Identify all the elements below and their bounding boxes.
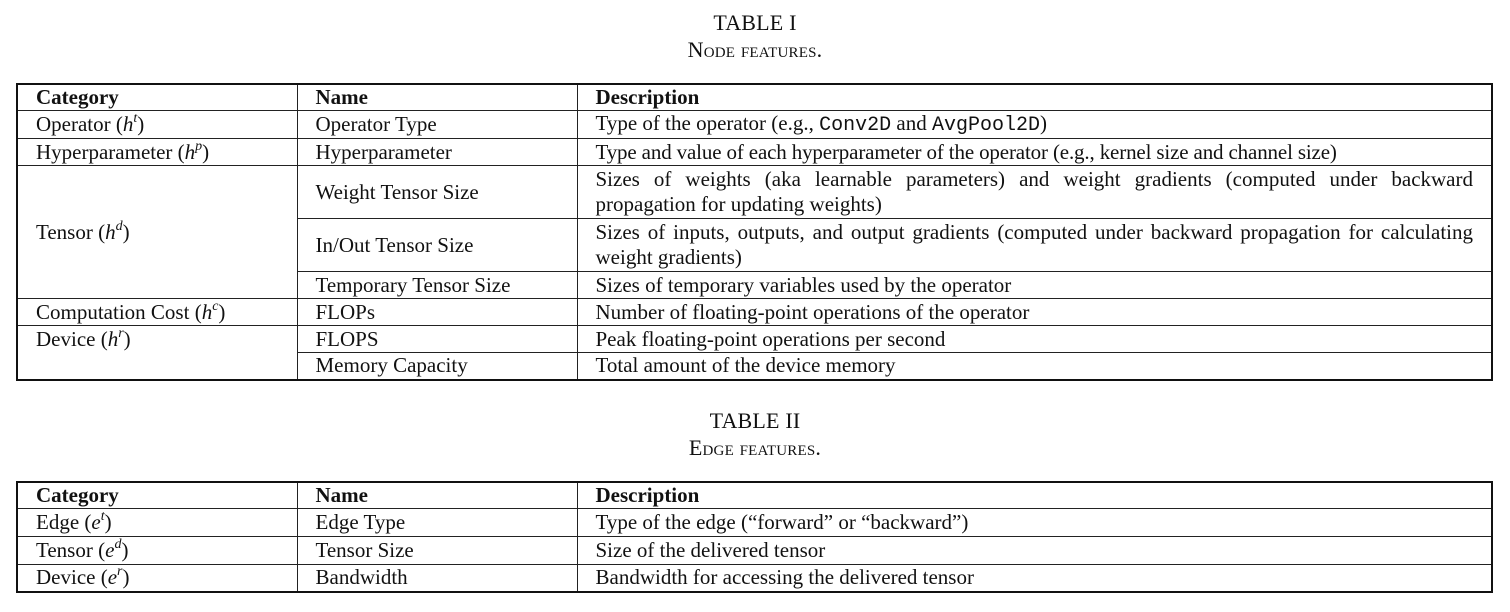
operator-description-cell: Type of the operator (e.g., Conv2D and AvgPool2D) [577,111,1492,139]
table1-caption: Node features. [687,37,823,62]
table2-header-description: Description [577,482,1492,509]
edge-tensor-category-cell: Tensor $(e^d)$ [17,537,297,565]
flops-count-description-cell: Number of floating-point operations of the operator [577,299,1492,326]
code-conv2d: Conv2D [819,114,892,137]
node-features-table [16,83,1493,381]
operator-category-cell: Operator $(h^t)$ [17,111,297,139]
tensor-category-cell: Tensor $(h^d)$ [17,166,297,299]
table1-label: TABLE I [713,10,797,35]
hyper-name-cell: Hyperparameter [297,139,577,166]
table2-label: TABLE II [709,408,801,433]
flops-count-name-cell: FLOPs [297,299,577,326]
table2-header-category: Category [17,482,297,509]
weight-tensor-description-cell: Sizes of weights (aka learnable parameters) and weight gradients (computed under backward propagation for updating weights) [577,166,1492,219]
code-avgpool2d: AvgPool2D [931,114,1040,137]
memory-capacity-description-cell: Total amount of the device memory [577,353,1492,380]
table1-row-operator [17,111,1492,139]
table2-row-edge [17,509,1492,537]
edge-type-description-cell: Type of the edge (“forward” or “backward”) [577,509,1492,537]
bandwidth-description-cell: Bandwidth for accessing the delivered tensor [577,565,1492,592]
table1-row-device-flops [17,326,1492,353]
edge-category-cell: Edge $(e^t)$ [17,509,297,537]
table1-row-hyperparameter [17,139,1492,166]
device-category-cell: Device $(h^r)$ [17,326,297,380]
edge-type-name-cell: Edge Type [297,509,577,537]
table1-header-description: Description [577,84,1492,111]
edge-features-table [16,481,1493,593]
peak-flops-description-cell: Peak floating-point operations per second [577,326,1492,353]
table1-header-category: Category [17,84,297,111]
compute-category-cell: Computation Cost $(h^c)$ [17,299,297,326]
tensor-size-name-cell: Tensor Size [297,537,577,565]
table1-header-name: Name [297,84,577,111]
table2-row-device [17,565,1492,592]
inout-tensor-name-cell: In/Out Tensor Size [297,219,577,272]
table2-header-row [17,482,1492,509]
table2-row-tensor [17,537,1492,565]
operator-name-cell: Operator Type [297,111,577,139]
inout-tensor-description-cell: Sizes of inputs, outputs, and output gradients (computed under backward propagation for calculating weight gradients) [577,219,1492,272]
memory-capacity-name-cell: Memory Capacity [297,353,577,380]
table2-header-name: Name [297,482,577,509]
weight-tensor-name-cell: Weight Tensor Size [297,166,577,219]
temp-tensor-name-cell: Temporary Tensor Size [297,272,577,299]
edge-device-category-cell: Device $(e^r)$ [17,565,297,592]
table1-row-weight-tensor [17,166,1492,219]
temp-tensor-description-cell: Sizes of temporary variables used by the operator [577,272,1492,299]
table1-row-computation-cost [17,299,1492,326]
table2-caption: Edge features. [688,435,822,460]
hyper-description-cell: Type and value of each hyperparameter of the operator (e.g., kernel size and channel size) [577,139,1492,166]
hyper-category-cell: Hyperparameter $(h^p)$ [17,139,297,166]
peak-flops-name-cell: FLOPS [297,326,577,353]
tensor-size-description-cell: Size of the delivered tensor [577,537,1492,565]
bandwidth-name-cell: Bandwidth [297,565,577,592]
table1-header-row [17,84,1492,111]
